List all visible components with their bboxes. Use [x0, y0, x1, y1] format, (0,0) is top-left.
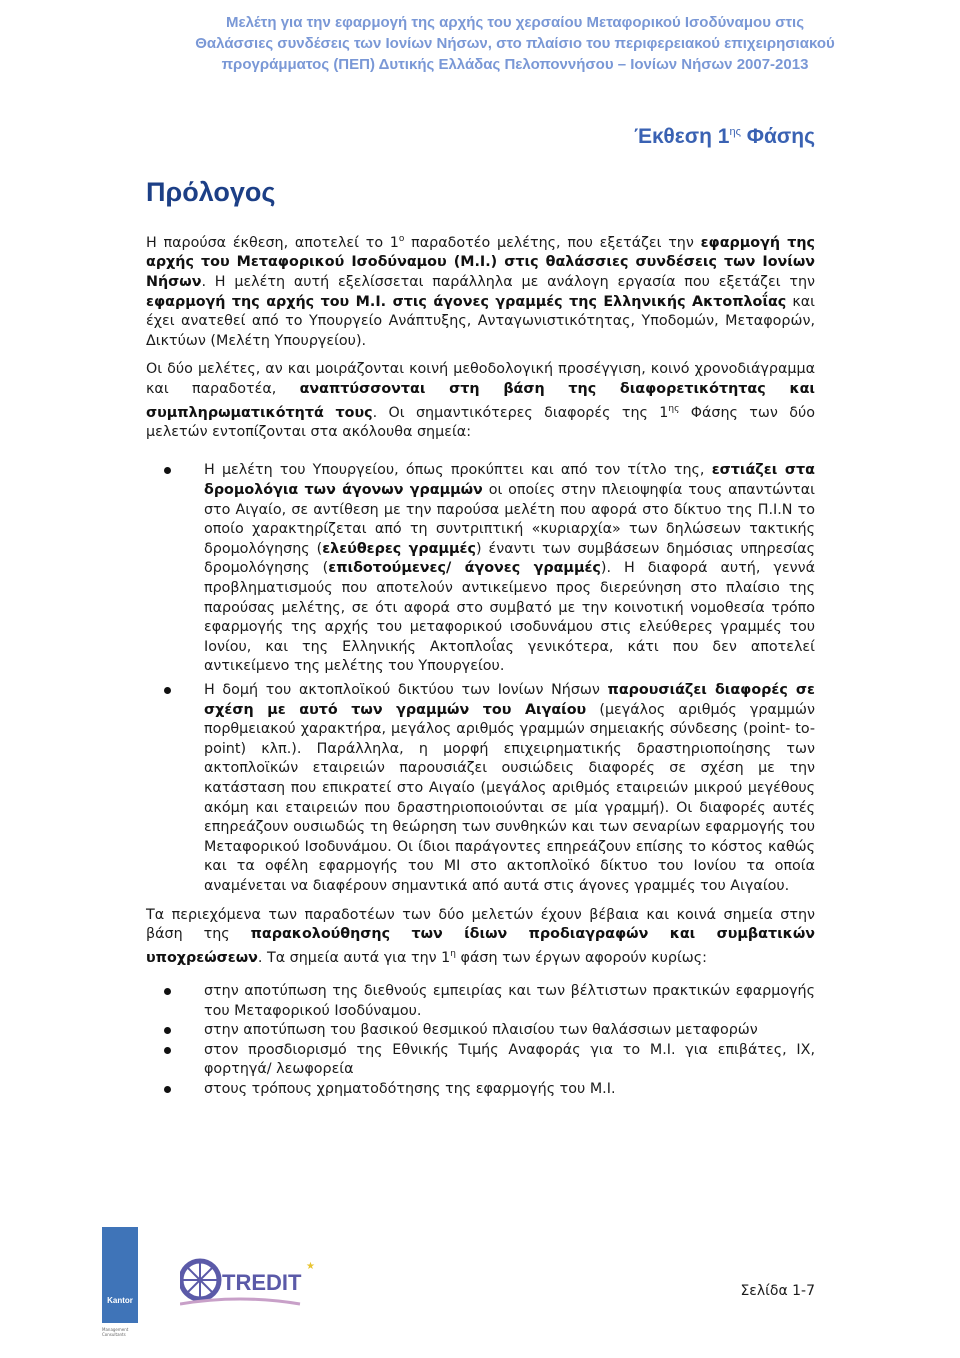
tredit-logo [180, 1256, 320, 1312]
list-item: στους τρόπους χρηματοδότησης της εφαρμογής του Μ.Ι. [146, 1080, 815, 1100]
list-item: Η δομή του ακτοπλοϊκού δικτύου των Ιονίων Νήσων παρουσιάζει διαφορές σε σχέση με αυτό των γραμμών του Αιγαίου (μεγάλος αριθμός γραμμών πορθμειακού χαρακτήρα, μεγάλος αριθμός γραμμών σημειακής σύνδεσης (point- to- point) κλπ.). Παράλληλα, η μορφή επιχειρηματικής δραστηριοποίησης των ακτοπλοϊκών εταιρειών παρουσιάζει ουσιώδεις διαφορές σε σχέση με την κατάσταση που επικρατεί στο Αιγαίο (μεγάλος αριθμός εταιρειών μικρού μεγέθους ακόμη και εταιρειών που δραστηριοποιούνται σε μία γραμμή). Οι διαφορές αυτές επηρεάζουν ουσιωδώς τη θεώρηση των συνθηκών και των σεναρίων εφαρμογής του Μεταφορικού Ισοδυνάμου. Οι ίδιοι παράγοντες επηρεάζουν επίσης το κόστος καθώς και τα οφέλη εφαρμογής του ΜΙ στο ακτοπλοϊκό δίκτυο του Ιονίου τα οποία αναμένεται να διαφέρουν σημαντικά από αυτά στις άγονες γραμμές του Αιγαίου. [146, 681, 815, 897]
list-item: στην αποτύπωση του βασικού θεσμικού πλαισίου των θαλάσσιων μεταφορών [146, 1021, 815, 1041]
bullet-icon [164, 687, 171, 694]
intro-paragraph: Η παρούσα έκθεση, αποτελεί το $1^o$ παραδοτέο μελέτης, που εξετάζει την εφαρμογή της αρχής του Μεταφορικού Ισοδύναμου (Μ.Ι.) στις θαλάσσιες συνδέσεις των Ιονίων Νήσων. Η μελέτη αυτή εξελίσσεται παράλληλα με ανάλογη εργασία που εξετάζει την εφαρμογή της αρχής του Μ.Ι. στις άγονες γραμμές της Ελληνικής Ακτοπλοΐας και έχει ανατεθεί από το Υπουργείο Ανάπτυξης, Ανταγωνιστικότητας, Υποδομών, Μεταφορών, Δικτύων (Μελέτη Υπουργείου). [146, 234, 816, 349]
bullet-icon [164, 988, 171, 995]
header-line-1: Μελέτη για την εφαρμογή της αρχής του χερσαίου Μεταφορικού Ισοδύναμου στις [225, 14, 805, 31]
page-title: Πρόλογος [146, 177, 276, 207]
tredit-text: TREDIT [222, 1270, 302, 1295]
differences-paragraph: Οι δύο μελέτες, αν και μοιράζονται κοινή μεθοδολογική προσέγγιση, κοινό χρονοδιάγραμμα και παραδοτέα, αναπτύσσονται στη βάση της διαφορετικότητας και συμπληρωματικότητά τους. Οι σημαντικότερες διαφορές της $1^{\eta\varsigma}$ Φάσης των δύο μελετών εντοπίζονται στα ακόλουθα σημεία: [146, 361, 815, 440]
list-item: στην αποτύπωση της διεθνούς εμπειρίας και των βέλτιστων πρακτικών εφαρμογής του Μεταφορικού Ισοδύναμου. [146, 982, 815, 1021]
common-points-paragraph: Τα περιεχόμενα των παραδοτέων των δύο μελετών έχουν βέβαια και κοινά σημεία στην βάση της παρακολούθησης των ίδιων προδιαγραφών και συμβατικών υποχρεώσεων. Τα σημεία αυτά για την $1^\eta$ φάση των έργων αφορούν κυρίως: [146, 906, 815, 966]
bullet-icon [164, 1047, 171, 1054]
common-points-list [146, 982, 815, 1100]
list-item: Η μελέτη του Υπουργείου, όπως προκύπτει και από τον τίτλο της, εστιάζει στα δρομολόγια των άγονων γραμμών οι οποίες στην πλειοψηφία τους απαντώνται στο Αιγαίο, σε αντίθεση με την παρούσα μελέτη που αφορά στο δίκτυο της Π.Ι.Ν το οποίο χαρακτηρίζεται από τη συντριπτική «κυριαρχία» των δηλώσεων τακτικής δρομολόγησης (ελεύθερες γραμμές) έναντι των συμβάσεων δημόσιας υπηρεσίας δρομολόγησης (επιδοτούμενες/ άγονες γραμμές). Η διαφορά αυτή, γεννά προβληματισμούς που αποτελούν αντικείμενο προς διερεύνηση στο πλαίσιο της παρούσας μελέτης, σε ότι αφορά στο συμβατό με την κοινοτική νομοθεσία τρόπο εφαρμογής της αρχής του μεταφορικού ισοδυνάμου στις ελεύθερες γραμμές του Ιονίου, και της Ελληνικής Ακτοπλοΐας γενικότερα, κάτι που δεν αποτελεί αντικείμενο της μελέτης του Υπουργείου. [146, 461, 815, 677]
header-line-3: προγράμματος (ΠΕΠ) Δυτικής Ελλάδας Πελοποννήσου – Ιονίων Νήσων 2007-2013 [221, 56, 809, 73]
bullet-icon [164, 1027, 171, 1034]
list-item: στον προσδιορισμό της Εθνικής Τιμής Αναφοράς για το Μ.Ι. για επιβάτες, ΙΧ, φορτηγά/ λεωφορεία [146, 1041, 815, 1080]
header-line-2: Θαλάσσιες συνδέσεις των Ιονίων Νήσων, στο πλαίσιο του περιφερειακού επιχειρησιακού [195, 35, 835, 52]
phase-label: Έκθεση $1^{\eta\varsigma}$ Φάσης [634, 125, 815, 148]
running-header [150, 12, 880, 75]
bullet-icon [164, 1086, 171, 1093]
differences-list [146, 461, 815, 896]
star-icon: ★ [306, 1261, 315, 1272]
kantor-logo: Kantor Management Consultants [102, 1227, 138, 1323]
document-body [146, 230, 815, 1109]
bullet-icon [164, 467, 171, 474]
page-number: Σελίδα 1-7 [740, 1283, 815, 1299]
